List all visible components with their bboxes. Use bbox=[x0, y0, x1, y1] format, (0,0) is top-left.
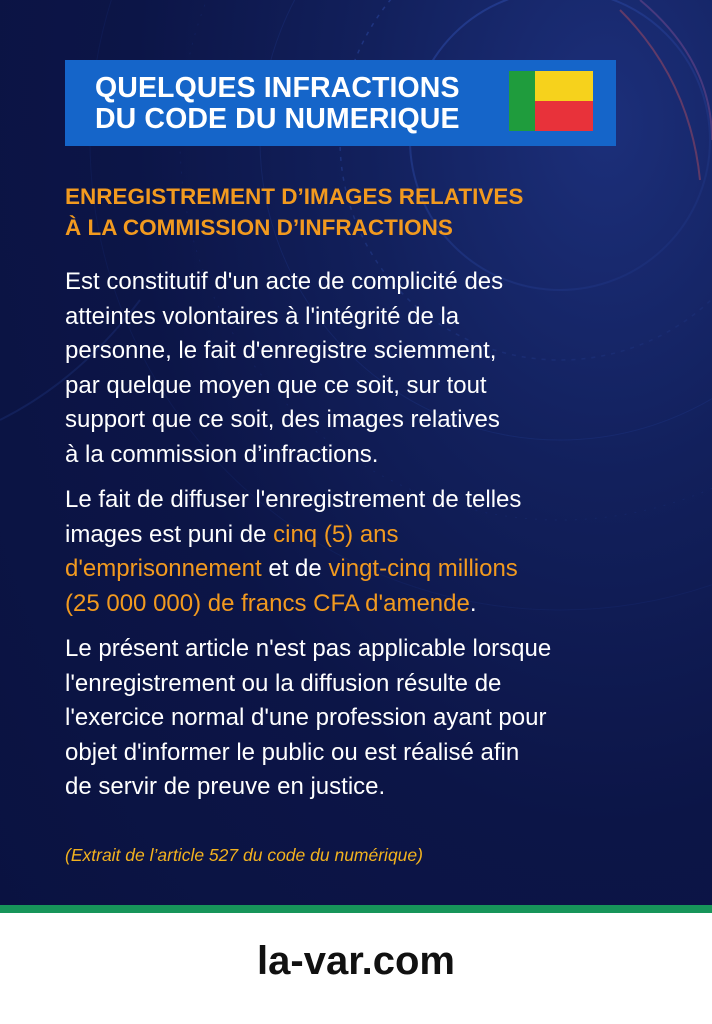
paragraph-2-text-3: . bbox=[469, 589, 477, 617]
paragraph-2 bbox=[65, 483, 665, 621]
article-body bbox=[65, 265, 665, 805]
flag-red-band bbox=[535, 101, 593, 131]
section-title: ENREGISTREMENT D’IMAGES RELATIVES À LA COMMISSION D’INFRACTIONS bbox=[65, 184, 524, 240]
header-title: QUELQUES INFRACTIONS DU CODE DU NUMERIQUE bbox=[95, 72, 460, 135]
paragraph-2-text-2: et de bbox=[261, 555, 329, 582]
flag-green-band bbox=[509, 71, 535, 131]
paragraph-1: Est constitutif d'un acte de complicité des atteintes volontaires à l'intégrité de la personne, le fait d'enregistre sciemment, par quelque moyen que ce soit, sur tout support que ce soit, des images relatives à la commission d’infractions. bbox=[65, 268, 504, 468]
penalty-prison-highlight: cinq (5) ans d'emprisonnement bbox=[65, 520, 399, 582]
footer-website-url: la-var.com bbox=[257, 939, 455, 983]
flag-yellow-band bbox=[535, 71, 593, 101]
paragraph-3: Le présent article n'est pas applicable lorsque l'enregistrement ou la diffusion résulte de l'exercice normal d'une profession ayant pour objet d'informer le public ou est réalisé afin de servir de preuve en justice. bbox=[65, 635, 552, 800]
penalty-fine-highlight: vingt-cinq millions (25 000 000) de francs CFA d'amende bbox=[65, 555, 518, 617]
article-citation: (Extrait de l’article 527 du code du numérique) bbox=[65, 845, 423, 865]
footer bbox=[0, 913, 712, 1024]
header-banner bbox=[65, 60, 616, 146]
footer-green-stripe bbox=[0, 905, 712, 913]
paragraph-2-text-1: Le fait de diffuser l'enregistrement de telles images est puni de bbox=[65, 486, 522, 548]
benin-flag-icon bbox=[509, 71, 593, 131]
